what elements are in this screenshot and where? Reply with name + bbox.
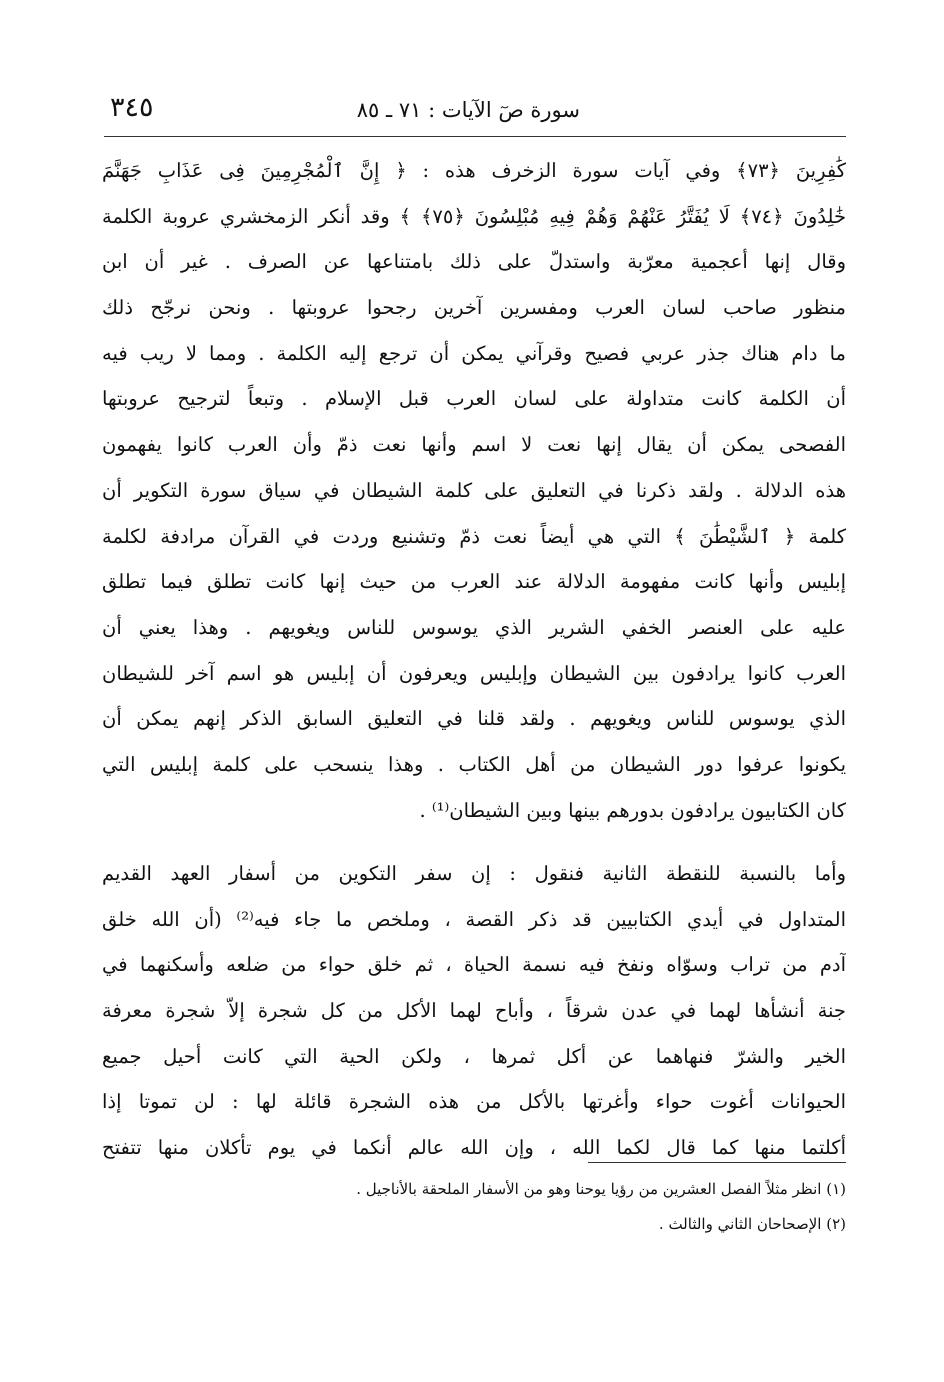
text-line: أكلتما منها كما قال لكما الله ، وإن الله عالم أنكما في يوم تأكلان منها تتفتح bbox=[102, 1136, 846, 1160]
header-divider bbox=[104, 136, 846, 137]
text-line: الخير والشرّ فنهاهما عن أكل ثمرها ، ولكن الحية التي كانت أحيل جميع bbox=[102, 1044, 846, 1068]
text-line: جنة أنشأها لهما في عدن شرقاً ، وأباح لهما الأكل من كل شجرة إلاّ شجرة معرفة bbox=[102, 999, 846, 1023]
footnotes bbox=[102, 1172, 846, 1242]
text-line: وقال إنها أعجمية معرّبة واستدلّ على ذلك بامتناعها عن الصرف . غير أن ابن bbox=[102, 250, 846, 274]
text-line: إبليس وأنها كانت مفهومة الدلالة عند العرب من حيث إنها كانت تطلق فيما تطلق bbox=[102, 570, 846, 594]
text-line: الحيوانات أغوت حواء وأغرتها بالأكل من هذه الشجرة قائلة لها : لن تموتا إذا bbox=[102, 1090, 846, 1114]
text-line: كان الكتابيون يرادفون بدورهم بينها وبين الشيطان⁽¹⁾ . bbox=[419, 798, 846, 822]
text-line: العرب كانوا يرادفون بين الشيطان وإبليس ويعرفون أن إبليس هو اسم آخر للشيطان bbox=[102, 661, 846, 685]
text-line: وأما بالنسبة للنقطة الثانية فنقول : إن سفر التكوين من أسفار العهد القديم bbox=[102, 862, 846, 885]
text-line: الفصحى يمكن أن يقال إنها نعت لا اسم وأنها نعت ذمّ وأن العرب كانوا يفهمون bbox=[102, 433, 846, 457]
footnote: (٢) الإصحاحان الثاني والثالث . bbox=[658, 1215, 846, 1233]
footnote: (١) انظر مثلاً الفصل العشرين من رؤيا يوحنا وهو من الأسفار الملحقة بالأناجيل . bbox=[356, 1180, 846, 1198]
paragraph-1 bbox=[102, 148, 846, 833]
text-line: الذي يوسوس للناس ويغويهم . ولقد قلنا في التعليق السابق الذكر إنهم يمكن أن bbox=[102, 707, 846, 731]
text-line: خَٰلِدُونَ ﴿٧٤﴾ لَا يُفَتَّرُ عَنْهُمْ وَهُمْ فِيهِ مُبْلِسُونَ ﴿٧٥﴾ ﴾ وقد أنكر الزمخشري عروبة الكلمة bbox=[102, 204, 846, 228]
page-number: ٣٤٥ bbox=[110, 92, 154, 123]
running-title: سورة صٓ الآيات : ٧١ ـ ٨٥ bbox=[356, 98, 580, 122]
text-line: أن الكلمة كانت متداولة على لسان العرب قبل الإسلام . وتبعاً لترجيح عروبتها bbox=[102, 387, 846, 411]
paragraph-2 bbox=[102, 851, 846, 1171]
text-line: هذه الدلالة . ولقد ذكرنا في التعليق على كلمة الشيطان في سياق سورة التكوير أن bbox=[102, 478, 846, 502]
text-line: عليه على العنصر الخفي الشرير الذي يوسوس للناس ويغويهم . وهذا يعني أن bbox=[102, 615, 846, 639]
text-line: ما دام هناك جذر عربي فصيح وقرآني يمكن أن ترجع إليه الكلمة . ومما لا ريب فيه bbox=[102, 341, 846, 365]
text-line: يكونوا عرفوا دور الشيطان من أهل الكتاب . وهذا ينسحب على كلمة إبليس التي bbox=[102, 752, 846, 776]
text-line: المتداول في أيدي الكتابيين قد ذكر القصة ، وملخص ما جاء فيه⁽²⁾ (أن الله خلق bbox=[102, 907, 846, 931]
text-line: كَٰفِرِينَ ﴿٧٣﴾ وفي آيات سورة الزخرف هذه : ﴿ إِنَّ ٱلْمُجْرِمِينَ فِى عَذَابِ جَهَنَّمَ bbox=[102, 159, 846, 182]
text-line: كلمة ﴿ ٱلشَّيْطَٰنَ ﴾ التي هي أيضاً نعت ذمّ وتشنيع وردت في القرآن مرادفة لكلمة bbox=[102, 524, 846, 548]
page-header bbox=[104, 92, 840, 132]
text-line: منظور صاحب لسان العرب ومفسرين آخرين رجحوا عروبتها . ونحن نرجّح ذلك bbox=[102, 296, 846, 320]
footnote-divider bbox=[588, 1162, 846, 1163]
text-line: آدم من تراب وسوّاه ونفخ فيه نسمة الحياة ، ثم خلق حواء من ضلعه وأسكنهما في bbox=[102, 953, 846, 977]
